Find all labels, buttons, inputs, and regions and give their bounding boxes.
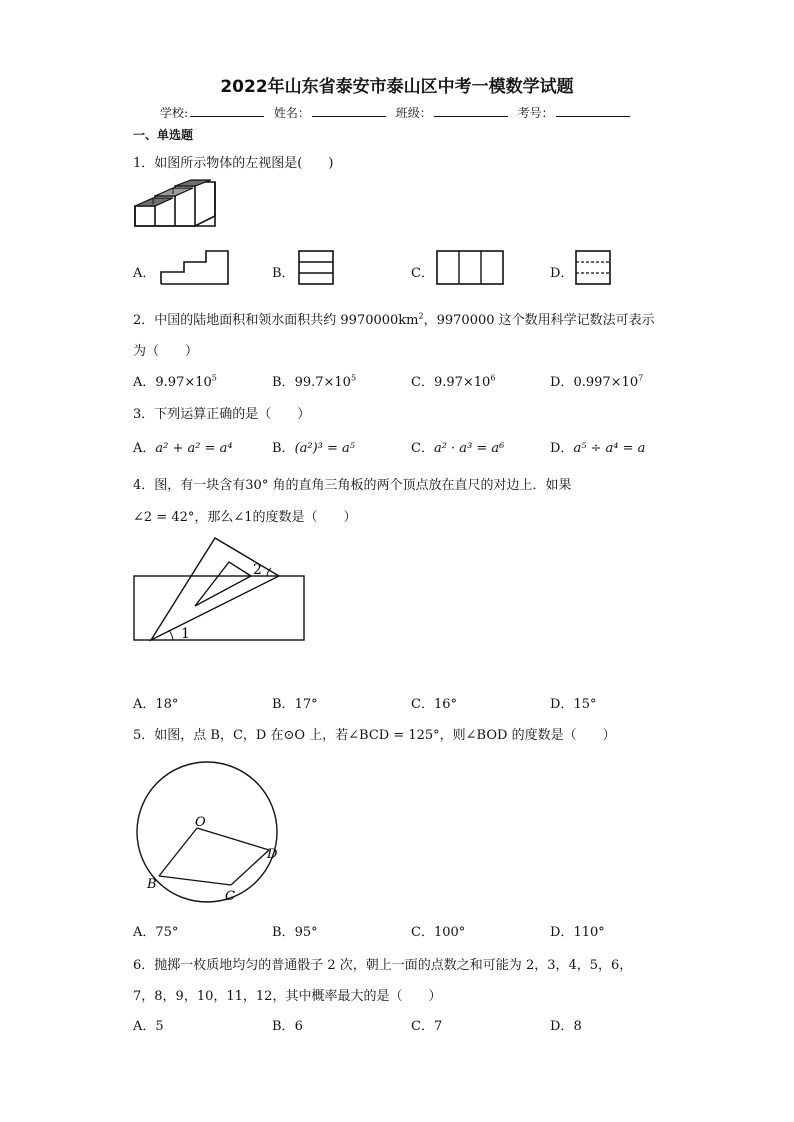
q1-option-a-label: A． <box>133 266 156 281</box>
q5-text: 5．如图，点 B，C，D 在⊙O 上，若∠BCD = 125°，则∠BOD 的度数是（ ） <box>133 728 616 743</box>
q1-option-c-figure[interactable] <box>436 250 506 286</box>
q5-option-c[interactable] <box>411 921 465 940</box>
q3-option-c-expr: a² · a³ = a⁶ <box>433 441 505 456</box>
q4-option-a-label: A． <box>133 697 156 712</box>
q1-option-b-figure[interactable] <box>298 250 336 286</box>
q4-angle-2-label: 2 <box>253 562 262 578</box>
school-blank[interactable] <box>190 104 264 117</box>
q4-option-c-label: C． <box>411 697 434 712</box>
ruler <box>134 576 304 640</box>
q3-option-a-expr: a² + a² = a⁴ <box>155 441 233 456</box>
q5-option-a-label: A． <box>133 925 156 940</box>
q6-option-c-label: C． <box>411 1019 434 1034</box>
q4-option-d-value: 15° <box>573 697 597 712</box>
q2-text-line2: 为（ ） <box>133 344 199 359</box>
q4-option-b[interactable] <box>272 693 318 712</box>
q6-option-a-value: 5 <box>155 1019 164 1034</box>
q3-option-b[interactable] <box>272 437 355 456</box>
q6-option-b[interactable] <box>272 1015 303 1034</box>
q2-option-d[interactable] <box>550 371 643 390</box>
q5-option-c-label: C． <box>411 925 434 940</box>
q1-option-d-label: D． <box>550 266 574 281</box>
q4-text-line2: ∠2 = 42°，那么∠1的度数是（ ） <box>133 510 357 525</box>
q2-text-part1: 2．中国的陆地面积和领水面积共约 9970000km <box>133 313 419 328</box>
q6-text-line1: 6．抛掷一枚质地均匀的普通骰子 2 次，朝上一面的点数之和可能为 2，3，4，5，6， <box>133 958 633 973</box>
q6-option-a-label: A． <box>133 1019 156 1034</box>
q5-option-d-label: D． <box>550 925 574 940</box>
q3-option-c-label: C． <box>411 441 434 456</box>
q3-option-c[interactable] <box>411 437 504 456</box>
circle-o <box>137 762 277 902</box>
q2-option-a-label: A． <box>133 375 156 390</box>
q2-text-part2: ，9970000 这个数用科学记数法可表示 <box>423 313 655 328</box>
school-label: 学校: <box>160 106 189 120</box>
q2-option-a-base: 9.97×10 <box>155 375 212 390</box>
q4-option-d-label: D． <box>550 697 574 712</box>
class-label: 班级： <box>395 106 432 120</box>
q1-text: 1．如图所示物体的左视图是( ) <box>133 156 334 171</box>
q5-option-c-value: 100° <box>433 925 466 940</box>
q4-option-b-value: 17° <box>294 697 318 712</box>
q5-circle-figure <box>133 752 293 912</box>
q6-option-d-value: 8 <box>573 1019 582 1034</box>
q6-option-c-value: 7 <box>433 1019 443 1034</box>
q3-option-d-expr: a⁵ ÷ a⁴ = a <box>573 441 646 456</box>
q4-angle-1-label: 1 <box>181 626 190 642</box>
point-c-label: C <box>225 889 235 904</box>
q1-option-c-label: C． <box>411 266 434 281</box>
q2-option-a[interactable] <box>133 371 217 390</box>
q4-text-line1: 4．图，有一块含有30° 角的直角三角板的两个顶点放在直尺的对边上．如果 <box>133 478 572 493</box>
q6-option-d[interactable] <box>550 1015 582 1034</box>
q4-option-a-value: 18° <box>155 697 179 712</box>
q4-ruler-triangle-figure <box>133 536 309 646</box>
q2-text-sup: 2 <box>418 311 424 321</box>
q5-option-d[interactable] <box>550 921 605 940</box>
q3-option-d[interactable] <box>550 437 645 456</box>
q2-option-c-base: 9.97×10 <box>433 375 491 390</box>
q3-text: 3．下列运算正确的是（ ） <box>133 407 311 422</box>
section-heading: 一、单选题 <box>133 128 194 142</box>
q5-option-b-value: 95° <box>294 925 318 940</box>
name-blank[interactable] <box>312 104 386 117</box>
q1-option-d-figure[interactable] <box>575 250 613 286</box>
q1-option-b-label: B． <box>272 266 295 281</box>
q6-option-b-label: B． <box>272 1019 295 1034</box>
q5-option-a[interactable] <box>133 921 178 940</box>
triangle-inner <box>195 562 251 606</box>
class-blank[interactable] <box>434 104 508 117</box>
number-label: 考号： <box>517 106 554 120</box>
q6-option-b-value: 6 <box>294 1019 303 1034</box>
number-blank[interactable] <box>556 104 630 117</box>
student-info-line <box>160 104 636 121</box>
q4-option-c[interactable] <box>411 693 457 712</box>
q2-option-d-base: 0.997×10 <box>573 375 639 390</box>
q6-option-a[interactable] <box>133 1015 164 1034</box>
q3-option-a-label: A． <box>133 441 156 456</box>
point-d-label: D <box>267 847 278 862</box>
q1-option-a-figure[interactable] <box>160 250 232 286</box>
q6-option-c[interactable] <box>411 1015 442 1034</box>
q5-option-b-label: B． <box>272 925 295 940</box>
q2-option-d-label: D． <box>550 375 574 390</box>
q4-option-c-value: 16° <box>433 697 457 712</box>
q3-option-b-expr: (a²)³ = a⁵ <box>294 441 355 456</box>
q2-option-b[interactable] <box>272 371 356 390</box>
q4-option-b-label: B． <box>272 697 295 712</box>
q5-option-d-value: 110° <box>573 925 605 940</box>
q2-option-a-exp: 5 <box>211 373 217 383</box>
q1-stairs-figure <box>133 180 223 232</box>
q5-option-a-value: 75° <box>155 925 179 940</box>
point-o-label: O <box>195 815 206 830</box>
page-title: 2022年山东省泰安市泰山区中考一模数学试题 <box>220 77 574 97</box>
q3-option-b-label: B． <box>272 441 295 456</box>
q4-option-d[interactable] <box>550 693 596 712</box>
q2-option-d-exp: 7 <box>638 373 644 383</box>
q6-text-line2: 7，8，9，10，11，12，其中概率最大的是（ ） <box>133 989 442 1004</box>
q2-text <box>133 309 655 328</box>
q6-option-d-label: D． <box>550 1019 574 1034</box>
name-label: 姓名： <box>273 106 310 120</box>
q2-option-b-base: 99.7×10 <box>294 375 351 390</box>
point-b-label: B <box>147 877 157 892</box>
q3-option-d-label: D． <box>550 441 574 456</box>
q4-option-a[interactable] <box>133 693 178 712</box>
triangle-outer <box>151 538 279 640</box>
q2-option-c[interactable] <box>411 371 495 390</box>
q2-option-c-exp: 6 <box>490 373 496 383</box>
q2-option-b-exp: 5 <box>350 373 357 383</box>
q2-option-c-label: C． <box>411 375 434 390</box>
q5-option-b[interactable] <box>272 921 318 940</box>
q3-option-a[interactable] <box>133 437 233 456</box>
q2-option-b-label: B． <box>272 375 295 390</box>
